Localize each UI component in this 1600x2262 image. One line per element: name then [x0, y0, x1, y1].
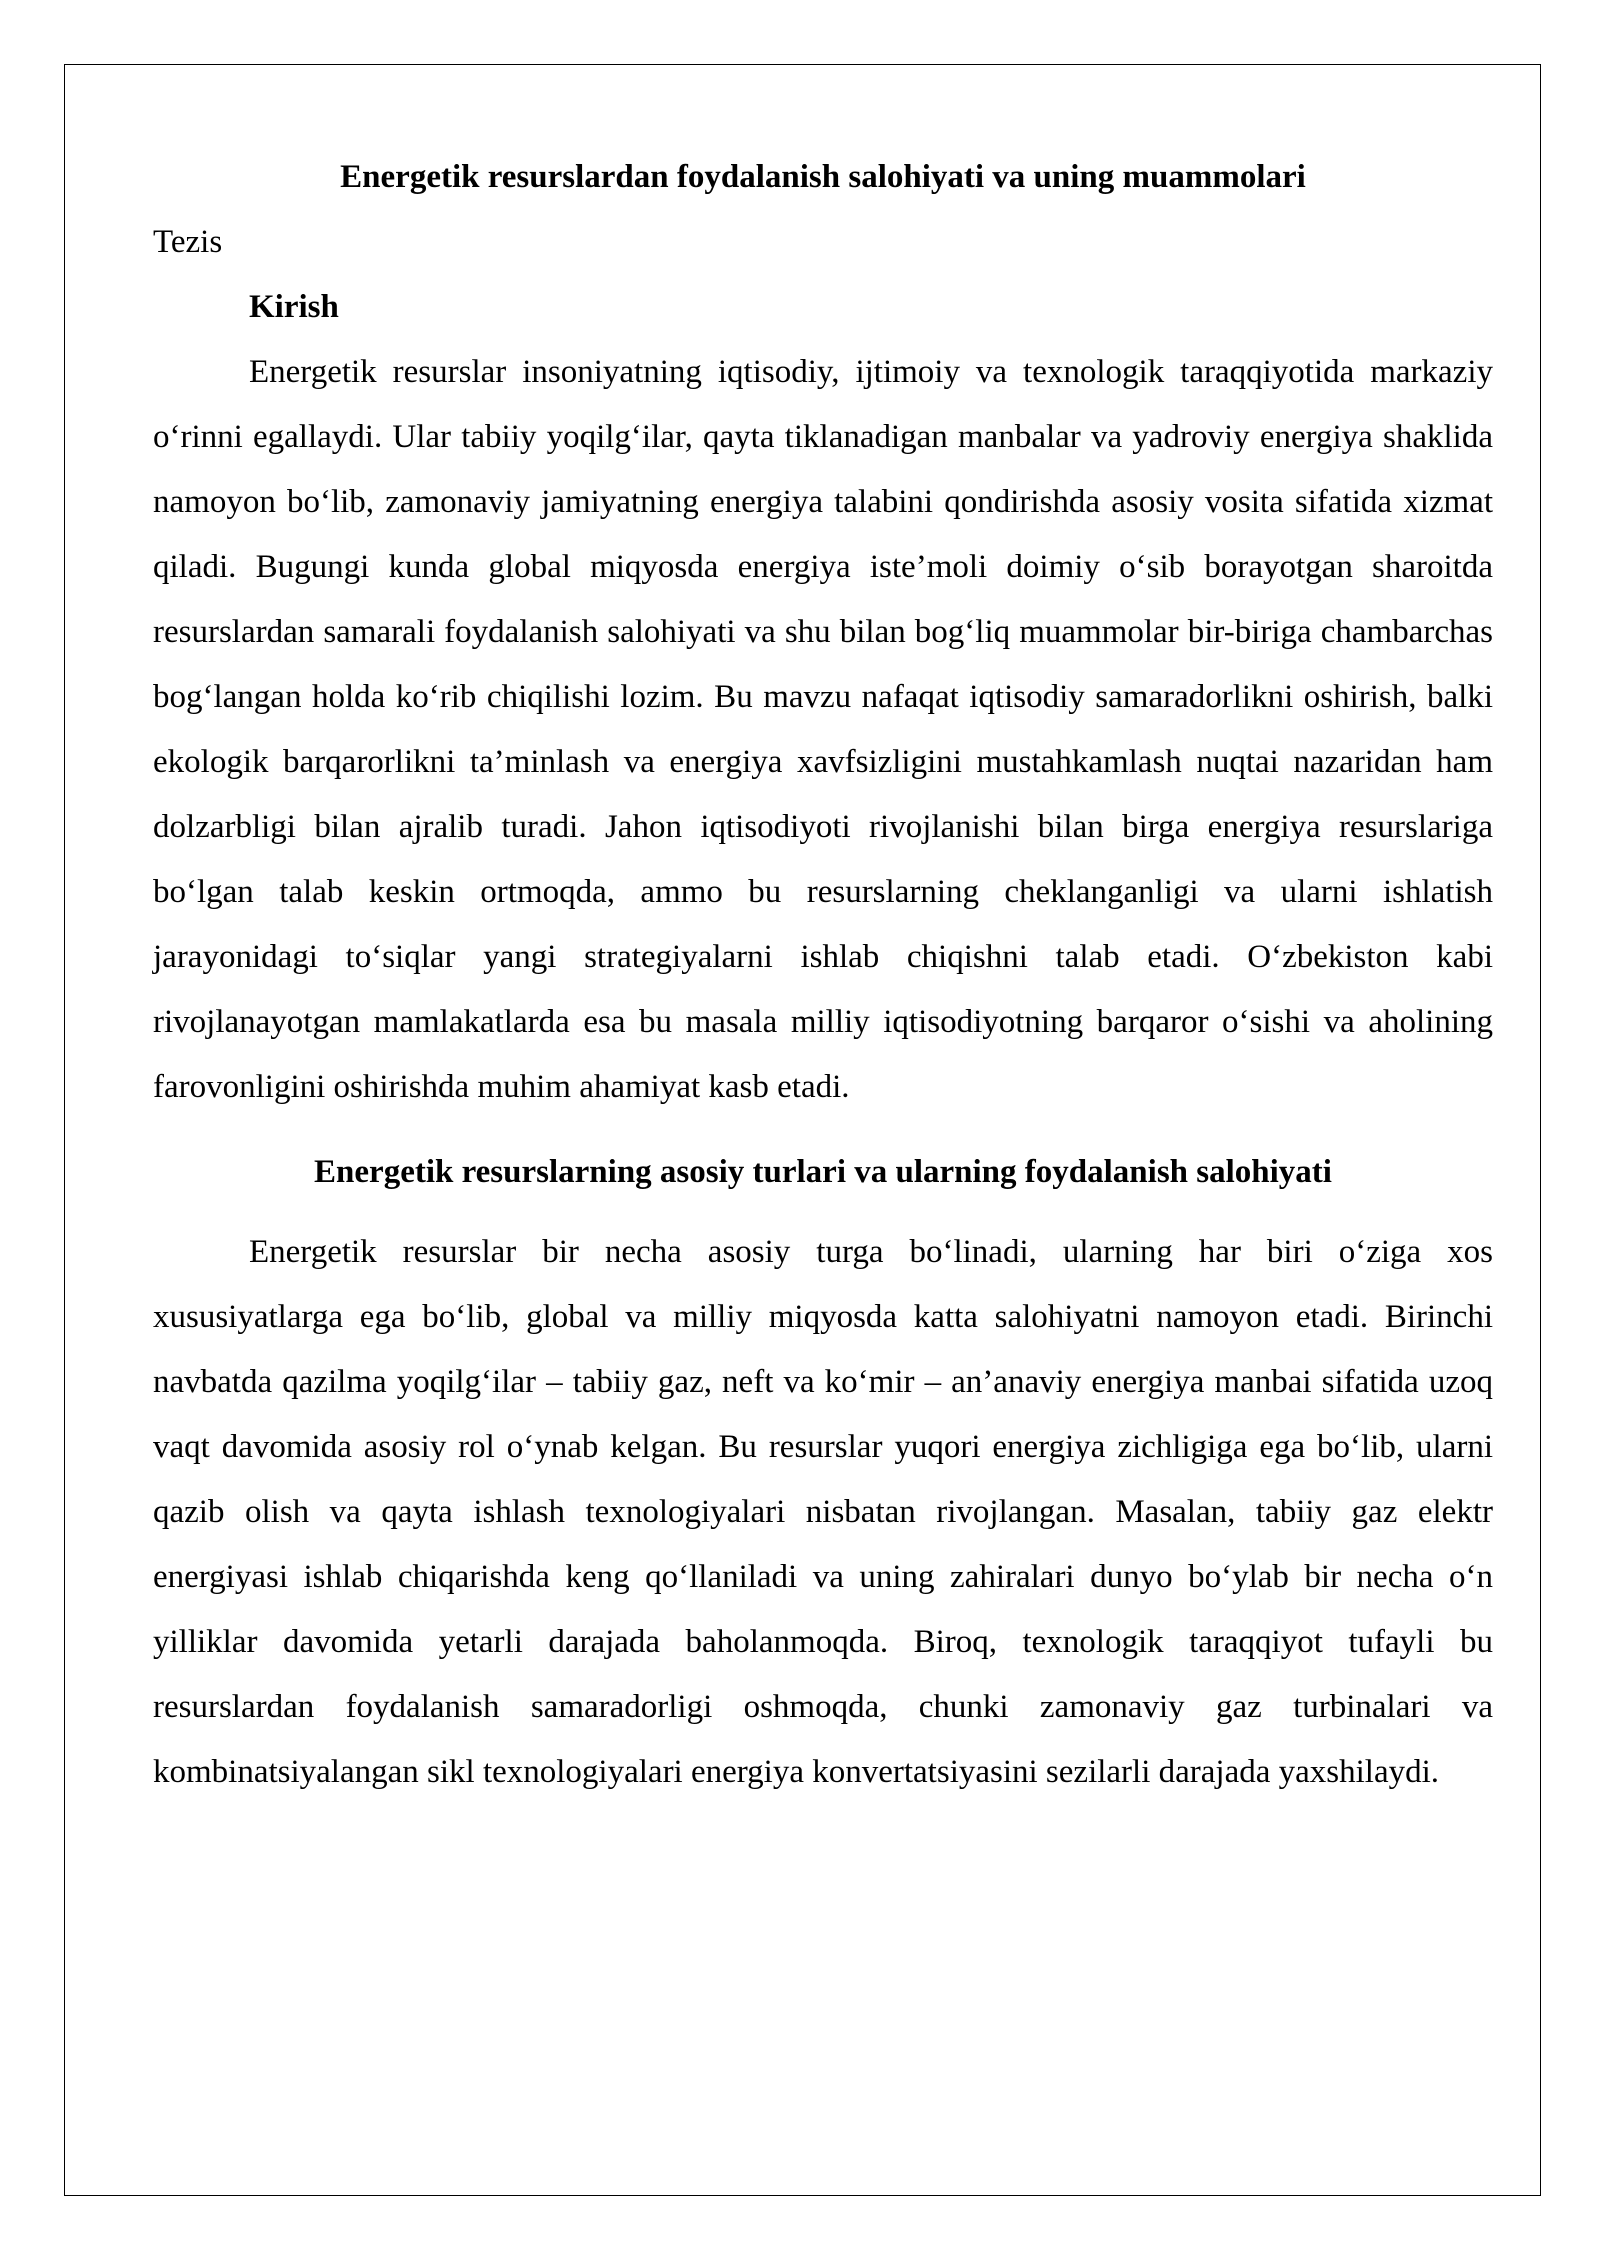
section2-paragraph: Energetik resurslar bir necha asosiy turga bo‘linadi, ularning har biri o‘ziga xos xususiyatlarga ega bo‘lib, global va milliy miqyosda katta salohiyatni namoyon etadi. Birinchi navbatda qazilma yoqilg‘ilar – tabiiy gaz, neft va ko‘mir – an’anaviy energiya manbai sifatida uzoq vaqt davomida asosiy rol o‘ynab kelgan. Bu resurslar yuqori energiya zichligiga ega bo‘lib, ularni qazib olish va qayta ishlash texnologiyalari nisbatan rivojlangan. Masalan, tabiiy gaz elektr energiyasi ishlab chiqarishda keng qo‘llaniladi va uning zahiralari dunyo bo‘ylab bir necha o‘n yilliklar davomida yetarli darajada baholanmoqda. Biroq, texnologik taraqqiyot tufayli bu resurslardan foydalanish samaradorligi oshmoqda, chunki zamonaviy gaz turbinalari va kombinatsiyalangan sikl texnologiyalari energiya konvertatsiyasini sezilarli darajada yaxshilaydi. — [153, 1234, 1493, 1790]
intro-paragraph: Energetik resurslar insoniyatning iqtisodiy, ijtimoiy va texnologik taraqqiyotida markaziy o‘rinni egallaydi. Ular tabiiy yoqilg‘ilar, qayta tiklanadigan manbalar va yadroviy energiya shaklida namoyon bo‘lib, zamonaviy jamiyatning energiya talabini qondirishda asosiy vosita sifatida xizmat qiladi. Bugungi kunda global miqyosda energiya iste’moli doimiy o‘sib borayotgan sharoitda resurslardan samarali foydalanish salohiyati va shu bilan bog‘liq muammolar bir-biriga chambarchas bog‘langan holda ko‘rib chiqilishi lozim. Bu mavzu nafaqat iqtisodiy samaradorlikni oshirish, balki ekologik barqarorlikni ta’minlash va energiya xavfsizligini mustahkamlash nuqtai nazaridan ham dolzarbligi bilan ajralib turadi. Jahon iqtisodiyoti rivojlanishi bilan birga energiya resurslariga bo‘lgan talab keskin ortmoqda, ammo bu resurslarning cheklanganligi va ularni ishlatish jarayonidagi to‘siqlar yangi strategiyalarni ishlab chiqishni talab etadi. O‘zbekiston kabi rivojlanayotgan mamlakatlarda esa bu masala milliy iqtisodiyotning barqaror o‘sishi va aholining farovonligini oshirishda muhim ahamiyat kasb etadi. — [153, 354, 1493, 1105]
intro-heading: Kirish — [249, 289, 339, 325]
document-body — [153, 145, 1493, 1805]
document-subtitle: Tezis — [153, 224, 223, 260]
section2-heading: Energetik resurslarning asosiy turlari va ularning foydalanish salohiyati — [314, 1154, 1332, 1190]
document-title: Energetik resurslardan foydalanish salohiyati va uning muammolari — [340, 159, 1306, 195]
